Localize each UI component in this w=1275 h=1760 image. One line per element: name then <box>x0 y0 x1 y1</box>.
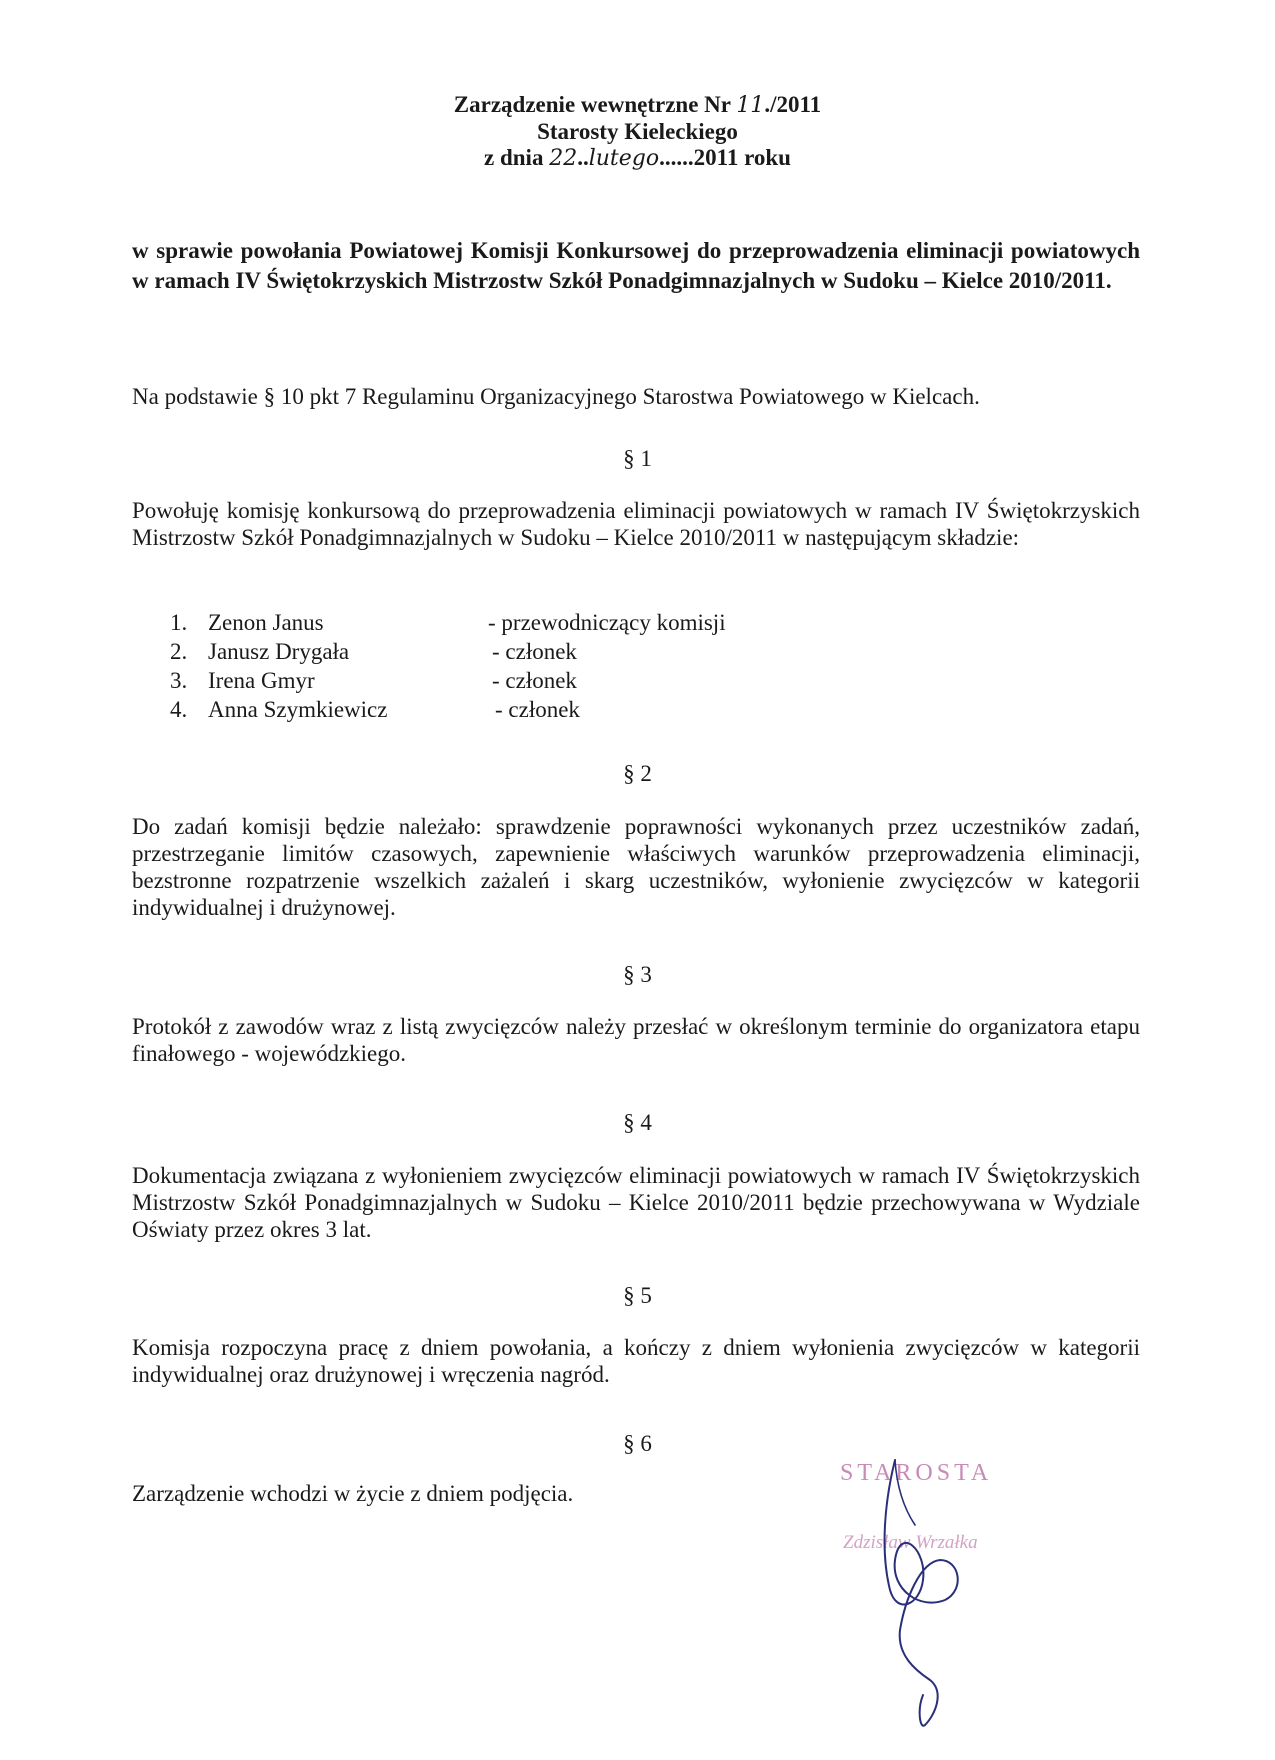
order-number-line <box>0 92 1275 119</box>
member-name: Zenon Janus <box>208 610 324 635</box>
section-6-mark: § 6 <box>623 1431 652 1456</box>
date-suffix: ......2011 roku <box>659 145 791 170</box>
section-2-mark: § 2 <box>623 761 652 786</box>
date-line <box>0 145 1275 172</box>
list-item <box>170 608 870 637</box>
legal-basis-paragraph: Na podstawie § 10 pkt 7 Regulaminu Organizacyjnego Starostwa Powiatowego w Kielcach. <box>132 384 980 409</box>
official-stamp-name: Zdzisław Wrzałka <box>843 1532 978 1553</box>
member-number: 4. <box>170 697 188 722</box>
section-1-mark: § 1 <box>623 446 652 471</box>
section-4-mark: § 4 <box>623 1110 652 1135</box>
section-6-text: Zarządzenie wchodzi w życie z dniem podjęcia. <box>132 1481 574 1506</box>
official-stamp-title: STAROSTA <box>840 1460 993 1486</box>
member-number: 1. <box>170 610 188 635</box>
section-3-mark: § 3 <box>623 962 652 987</box>
handwritten-day: 22 <box>549 146 578 171</box>
committee-members-list <box>170 608 870 724</box>
section-1-text: Powołuję komisję konkursową do przeprowadzenia eliminacji powiatowych w ramach IV Świętokrzyskich Mistrzostw Szkół Ponadgimnazjalnych w Sudoku – Kielce 2010/2011 w następującym składzie: <box>132 498 1140 550</box>
member-number: 3. <box>170 668 188 693</box>
date-dots: .. <box>577 145 589 170</box>
handwritten-signature <box>825 1440 1055 1740</box>
member-name: Irena Gmyr <box>208 668 315 693</box>
section-5-text: Komisja rozpoczyna pracę z dniem powołania, a kończy z dniem wyłonienia zwycięzców w kategorii indywidualnej oraz drużynowej i wręczenia nagród. <box>132 1335 1140 1387</box>
list-item <box>170 666 870 695</box>
member-number: 2. <box>170 639 188 664</box>
document-header <box>0 92 1275 172</box>
member-name: Janusz Drygała <box>208 639 350 664</box>
issuer-line: Starosty Kieleckiego <box>537 119 738 144</box>
list-item <box>170 637 870 666</box>
handwritten-month: lutego <box>588 146 660 171</box>
order-number-prefix: Zarządzenie wewnętrzne Nr <box>453 92 737 117</box>
member-role: - członek <box>495 697 580 722</box>
handwritten-order-number: 11 <box>736 93 765 118</box>
order-number-suffix: ./2011 <box>764 92 822 117</box>
section-5-mark: § 5 <box>623 1283 652 1308</box>
member-role: - przewodniczący komisji <box>488 610 726 635</box>
member-role: - członek <box>492 668 577 693</box>
subject-paragraph: w sprawie powołania Powiatowej Komisji Konkursowej do przeprowadzenia eliminacji powiatowych w ramach IV Świętokrzyskich Mistrzostw Szkół Ponadgimnazjalnych w Sudoku – Kielce 2010/2011. <box>132 238 1140 293</box>
section-2-text: Do zadań komisji będzie należało: sprawdzenie poprawności wykonanych przez uczestników zadań, przestrzeganie limitów czasowych, zapewnienie właściwych warunków przeprowadzenia eliminacji, bezstronne rozpatrzenie wszelkich zażaleń i skarg uczestników, wyłonienie zwycięzców w kategorii indywidualnej i drużynowej. <box>132 814 1140 920</box>
date-prefix: z dnia <box>484 145 550 170</box>
member-role: - członek <box>492 639 577 664</box>
list-item <box>170 695 870 724</box>
section-4-text: Dokumentacja związana z wyłonieniem zwycięzców eliminacji powiatowych w ramach IV Świętokrzyskich Mistrzostw Szkół Ponadgimnazjalnych w Sudoku – Kielce 2010/2011 będzie przechowywana w Wydziale Oświaty przez okres 3 lat. <box>132 1163 1140 1242</box>
member-name: Anna Szymkiewicz <box>208 697 388 722</box>
section-3-text: Protokół z zawodów wraz z listą zwycięzców należy przesłać w określonym terminie do organizatora etapu finałowego - wojewódzkiego. <box>132 1014 1140 1066</box>
